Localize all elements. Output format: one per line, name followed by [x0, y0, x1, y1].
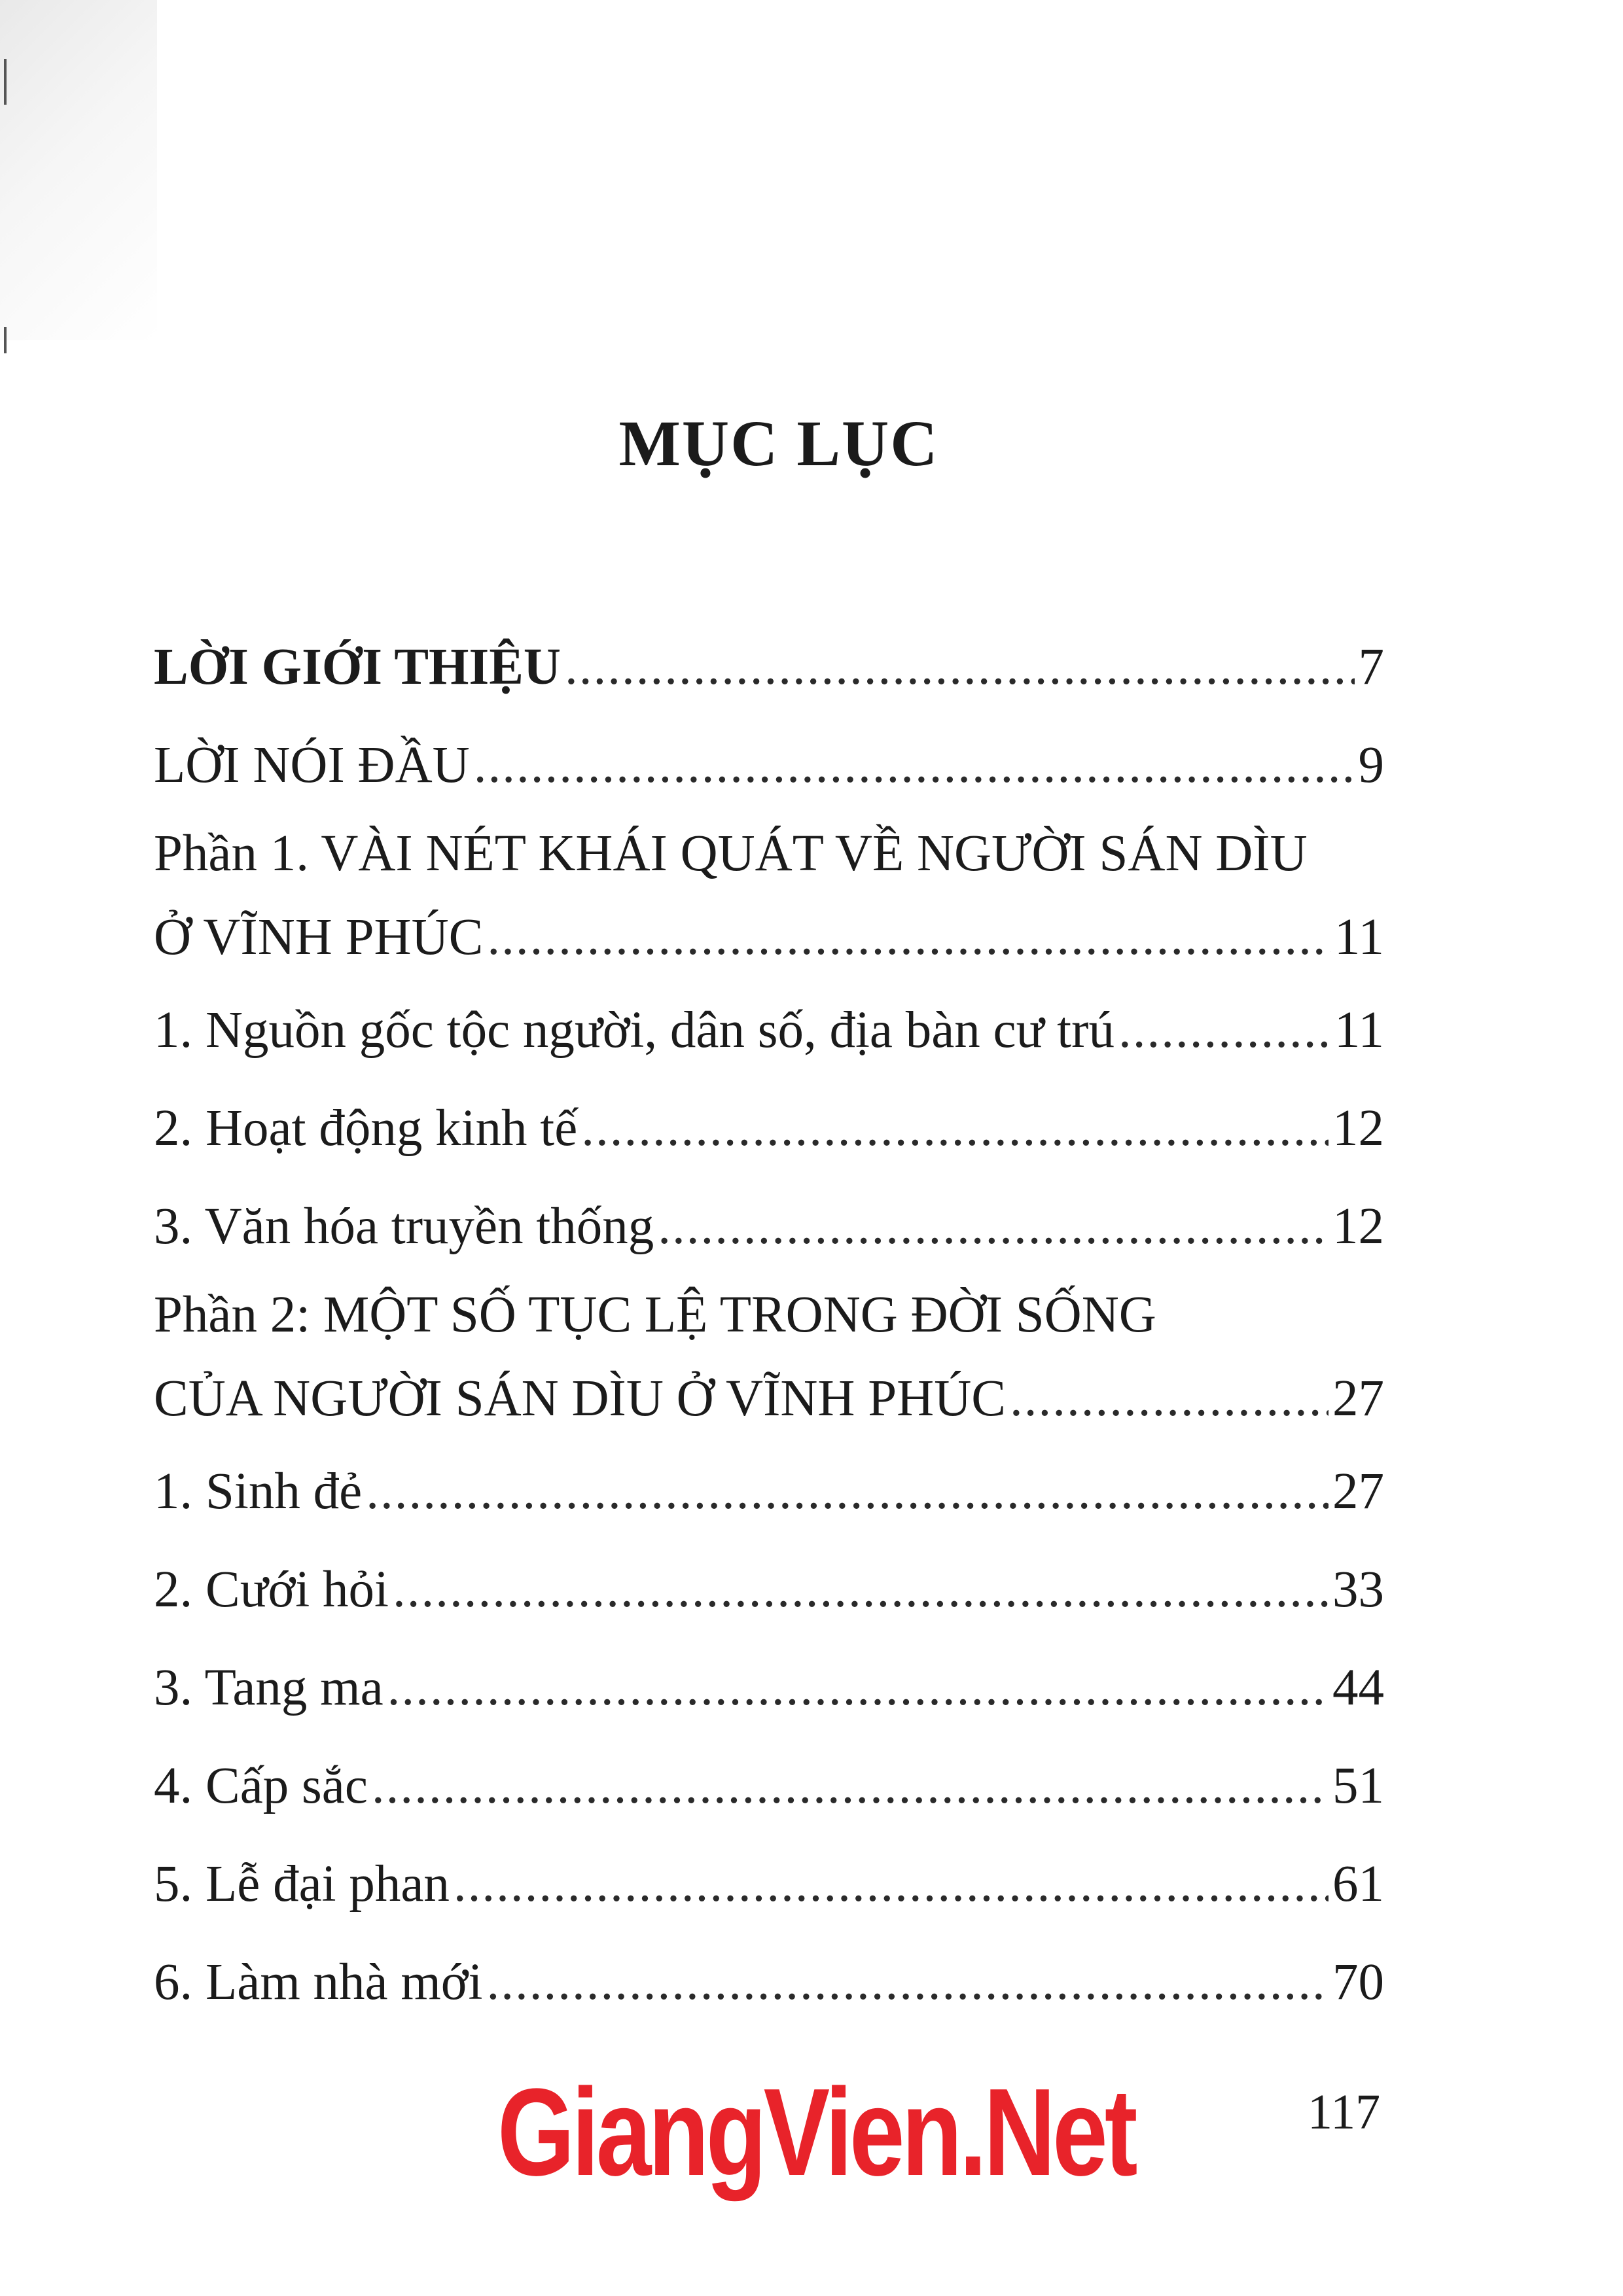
- toc-entry-page: 7: [1358, 639, 1384, 696]
- toc-entry: [154, 1835, 1384, 1934]
- toc-entry-page: 11: [1334, 1002, 1384, 1059]
- toc-part-entry: [154, 1276, 1384, 1443]
- dot-leader: [1118, 981, 1330, 1080]
- dot-leader: [581, 1080, 1329, 1178]
- dot-leader: [393, 1541, 1329, 1639]
- toc-entry: [154, 716, 1384, 815]
- page-number: 117: [1308, 2085, 1381, 2140]
- toc-entry-page: 44: [1332, 1659, 1384, 1716]
- toc-entry: [154, 1354, 1384, 1443]
- toc-entry-label: 3. Tang ma: [154, 1659, 383, 1716]
- dot-leader: [487, 893, 1330, 981]
- toc-entry-label: 1. Nguồn gốc tộc người, dân số, địa bàn cư trú: [154, 1002, 1115, 1059]
- toc-entry: [154, 981, 1384, 1080]
- toc-entry: [154, 1443, 1384, 1541]
- page-title: MỤC LỤC: [618, 407, 939, 480]
- scan-shadow: [0, 0, 157, 340]
- dot-leader: [487, 1934, 1329, 2032]
- toc-entry: [154, 618, 1384, 716]
- watermark-logo: GiangVien.Net: [497, 2063, 1135, 2202]
- dot-leader: [454, 1835, 1329, 1934]
- toc-entry: [154, 893, 1384, 981]
- toc-part-heading: Phần 2: MỘT SỐ TỤC LỆ TRONG ĐỜI SỐNG: [154, 1286, 1156, 1343]
- toc-entry: [154, 1639, 1384, 1737]
- toc-entry-page: 70: [1332, 1954, 1384, 2011]
- toc-entry-page: 61: [1332, 1856, 1384, 1913]
- toc-entry: [154, 1080, 1384, 1178]
- dot-leader: [658, 1178, 1329, 1276]
- toc-entry-page: 27: [1332, 1463, 1384, 1520]
- toc-entry-page: 12: [1332, 1100, 1384, 1157]
- toc-entry-label: LỜI NÓI ĐẦU: [154, 737, 470, 794]
- toc-entry-label: 1. Sinh đẻ: [154, 1463, 363, 1520]
- dot-leader: [366, 1443, 1329, 1541]
- toc-entry: [154, 1934, 1384, 2032]
- toc-entry-label: LỜI GIỚI THIỆU: [154, 639, 561, 696]
- toc-entry: [154, 1541, 1384, 1639]
- toc-part-heading: Phần 1. VÀI NÉT KHÁI QUÁT VỀ NGƯỜI SÁN DÌU: [154, 825, 1308, 882]
- toc-part-entry: [154, 815, 1384, 981]
- dot-leader: [1010, 1354, 1329, 1443]
- toc-entry-page: 33: [1332, 1561, 1384, 1618]
- toc-entry-page: 11: [1334, 909, 1384, 966]
- toc-entry-page: 9: [1358, 737, 1384, 794]
- toc-entry-page: 27: [1332, 1370, 1384, 1427]
- page-edge-mark: [4, 59, 7, 105]
- toc-entry-page: 51: [1332, 1757, 1384, 1814]
- toc-entry-label: 4. Cấp sắc: [154, 1757, 368, 1814]
- dot-leader: [474, 716, 1355, 815]
- toc-entry-label: Ở VĨNH PHÚC: [154, 909, 484, 966]
- page-edge-mark: [4, 327, 7, 353]
- toc-entry-label: 2. Hoạt động kinh tế: [154, 1100, 578, 1157]
- toc-entry-label: 3. Văn hóa truyền thống: [154, 1198, 654, 1255]
- toc-entry: [154, 1737, 1384, 1835]
- table-of-contents: [154, 618, 1384, 2032]
- toc-entry: [154, 1178, 1384, 1276]
- toc-entry-label: 2. Cưới hỏi: [154, 1561, 389, 1618]
- toc-entry-label: 6. Làm nhà mới: [154, 1954, 483, 2011]
- toc-entry-label: 5. Lễ đại phan: [154, 1856, 450, 1913]
- dot-leader: [372, 1737, 1329, 1835]
- toc-entry-label: CỦA NGƯỜI SÁN DÌU Ở VĨNH PHÚC: [154, 1370, 1006, 1427]
- dot-leader: [565, 618, 1355, 716]
- toc-entry-page: 12: [1332, 1198, 1384, 1255]
- dot-leader: [387, 1639, 1329, 1737]
